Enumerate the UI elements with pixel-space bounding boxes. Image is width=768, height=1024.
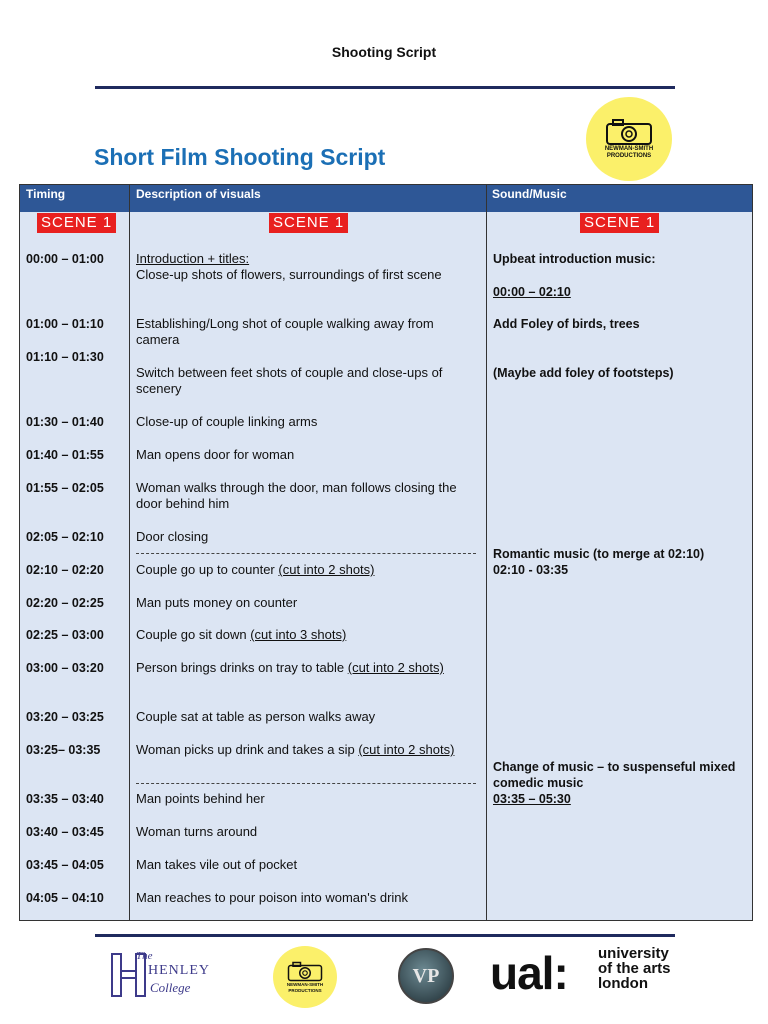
time-cell: 02:10 – 02:20 [26,563,104,577]
time-cell: 03:35 – 03:40 [26,792,104,806]
time-cell: 01:00 – 01:10 [26,317,104,331]
document-title: Short Film Shooting Script [94,144,386,170]
time-cell: 03:40 – 03:45 [26,825,104,839]
description-cell: Couple sat at table as person walks away [136,709,376,724]
description-note: (cut into 3 shots) [250,627,347,642]
description-cell: Woman walks through the door, man follows closing the door behind him [136,480,457,511]
time-cell: 03:00 – 03:20 [26,661,104,675]
description-note: (cut into 2 shots) [358,742,455,757]
description-cell: Door closing [136,529,209,544]
camera-icon [287,961,323,982]
camera-icon [605,118,653,146]
description-cell [136,251,476,283]
time-cell: 04:05 – 04:10 [26,891,104,905]
time-cell: 01:55 – 02:05 [26,481,104,495]
description-cell: Close-up of couple linking arms [136,414,318,429]
page-header-title: Shooting Script [331,44,437,60]
ual-line-3: london [598,975,648,992]
ual-line-1: university [598,945,669,962]
time-cell: 01:10 – 01:30 [26,350,104,364]
badge-line-2: PRODUCTIONS [606,153,652,159]
ual-name [598,946,671,991]
header-timing: Timing [26,187,66,201]
section-divider [136,553,476,554]
time-cell: 02:25 – 03:00 [26,628,104,642]
sound-timing: 02:10 - 03:35 [493,563,569,577]
description-cell: Man points behind her [136,791,265,806]
description-text: Couple go up to counter [136,562,279,577]
newman-smith-logo [586,97,672,181]
time-cell: 02:20 – 02:25 [26,596,104,610]
section-divider [136,783,476,784]
henley-college-logo [110,950,220,1000]
description-text: Person brings drinks on tray to table [136,660,348,675]
description-heading: Introduction + titles: [136,251,250,266]
description-cell: Man opens door for woman [136,447,295,462]
description-cell: Man puts money on counter [136,595,298,610]
time-cell: 01:30 – 01:40 [26,415,104,429]
henley-the: The [136,950,153,962]
time-cell: 02:05 – 02:10 [26,530,104,544]
description-cell [136,562,476,578]
scene-label-sound: SCENE 1 [580,213,659,233]
time-cell: 03:25– 03:35 [26,743,101,757]
scene-label-timing: SCENE 1 [37,213,116,233]
description-cell: Establishing/Long shot of couple walking away from camera [136,316,434,347]
description-text: Woman picks up drink and takes a sip [136,742,359,757]
description-text: Close-up shots of flowers, surroundings of first scene [136,267,442,282]
description-note: (cut into 2 shots) [278,562,375,577]
sound-cell: Romantic music (to merge at 02:10) [493,547,705,561]
henley-college: College [150,980,191,995]
scene-label-description: SCENE 1 [269,213,348,233]
header-sound: Sound/Music [492,187,567,201]
description-note: (cut into 2 shots) [347,660,444,675]
header-divider [95,86,675,89]
sound-cell: (Maybe add foley of footsteps) [493,366,674,380]
description-cell: Switch between feet shots of couple and close-ups of scenery [136,365,443,396]
sound-cell: Add Foley of birds, trees [493,317,640,331]
header-description: Description of visuals [136,187,261,201]
badge-line-2: PRODUCTIONS [288,987,322,993]
sound-timing: 03:35 – 05:30 [493,792,571,806]
column-divider [129,185,130,920]
time-cell: 03:45 – 04:05 [26,858,104,872]
time-cell: 01:40 – 01:55 [26,448,104,462]
footer-divider [95,934,675,937]
description-cell [136,627,476,643]
vp-logo: VP [398,948,454,1004]
ual-logo: ual: [490,947,568,999]
ual-line-2: of the arts [598,960,671,977]
footer-logos [0,940,768,1024]
time-cell: 00:00 – 01:00 [26,252,104,266]
description-text: Couple go sit down [136,627,251,642]
description-cell: Woman turns around [136,824,258,839]
sound-cell: Upbeat introduction music: [493,252,656,266]
description-cell: Man reaches to pour poison into woman's drink [136,890,409,905]
column-divider [486,185,487,920]
sound-cell: Change of music – to suspenseful mixed comedic music [493,760,736,790]
description-cell [136,660,476,676]
badge-line-1: NEWMAN-SMITH [604,146,654,152]
newman-smith-logo-footer [273,946,337,1008]
shooting-script-table [19,184,753,921]
time-cell: 03:20 – 03:25 [26,710,104,724]
sound-timing: 00:00 – 02:10 [493,285,571,299]
description-cell [136,742,476,758]
henley-name: HENLEY [148,963,210,978]
description-cell: Man takes vile out of pocket [136,857,298,872]
badge-line-1: NEWMAN-SMITH [286,982,324,987]
